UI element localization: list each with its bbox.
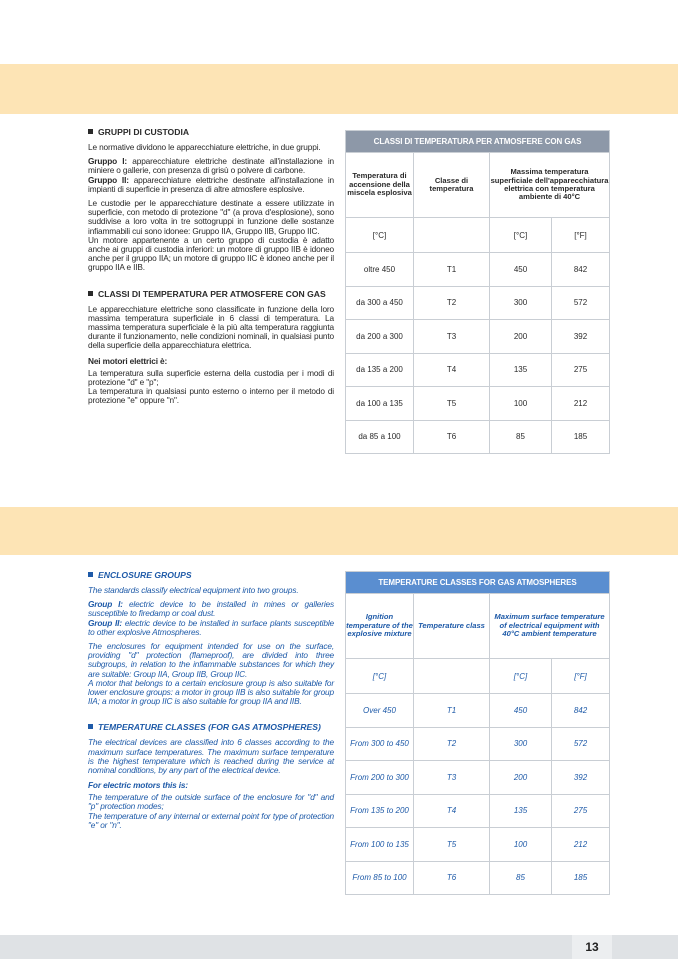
- motors-subheading: Nei motori elettrici è:: [88, 355, 168, 366]
- unit-cell: [°C]: [346, 659, 414, 694]
- unit-cell: [°C]: [490, 659, 552, 694]
- bullet-square-icon: [88, 724, 93, 729]
- table-row: From 135 to 200 T4 135 275: [346, 794, 610, 828]
- any-point-paragraph: La temperatura in qualsiasi punto esterno o interno per il metodo di protezione "e" oppure "n".: [88, 386, 334, 406]
- table-row: da 85 a 100 T6 85 185: [346, 420, 610, 454]
- bullet-square-icon: [88, 129, 93, 134]
- column-header-ignition: Temperatura di accensione della miscela esplosiva: [346, 153, 414, 218]
- unit-cell: [°C]: [490, 218, 552, 253]
- header-band-middle: [0, 507, 678, 555]
- table-row: From 85 to 100 T6 85 185: [346, 861, 610, 895]
- group1-paragraph: Gruppo I: apparecchiature elettriche destinate all'installazione in miniere o gallerie, con presenza di grisù o polvere di carbone.: [88, 156, 335, 176]
- table-row: da 300 a 450 T2 300 572: [346, 286, 610, 320]
- table-row: da 100 a 135 T5 100 212: [346, 387, 610, 421]
- intro-paragraph: The standards classify electrical equipment into two groups.: [88, 585, 299, 595]
- table-title: TEMPERATURE CLASSES FOR GAS ATMOSPHERES: [346, 572, 610, 594]
- table-row: From 300 to 450 T2 300 572: [346, 727, 610, 761]
- table-title: CLASSI DI TEMPERATURA PER ATMOSFERE CON GAS: [346, 131, 610, 153]
- bullet-square-icon: [88, 572, 93, 577]
- section-heading-temperature-classes: TEMPERATURE CLASSES (FOR GAS ATMOSPHERES): [88, 722, 334, 732]
- outer-surface-paragraph: La temperatura sulla superficie esterna della custodia per i modi di protezione "d" e "p";: [88, 367, 334, 387]
- english-text-column: [88, 570, 334, 835]
- column-header-class: Classe di temperatura: [414, 153, 490, 218]
- group2-paragraph: Gruppo II: apparecchiature elettriche destinate all'installazione in impianti di superficie in presenza di altre atmosfere esplosive.: [88, 174, 335, 194]
- any-point-paragraph: The temperature of any internal or external point for type of protection "e" or "n".: [88, 810, 334, 830]
- bullet-square-icon: [88, 291, 93, 296]
- header-band-top: [0, 64, 678, 114]
- column-header-ignition: Ignition temperature of the explosive mixture: [346, 594, 414, 659]
- group1-paragraph: Group I: electric device to be installed in mines or galleries susceptible to firedamp or coal dust.: [88, 599, 334, 619]
- column-header-class: Temperature class: [414, 594, 490, 659]
- column-header-max-surface: Massima temperatura superficiale dell'apparecchiatura elettrica con temperatura ambiente di 40°C: [490, 153, 610, 218]
- temperature-classes-table-english: [345, 571, 610, 895]
- motor-group-paragraph: Un motore appartenente a un certo gruppo di custodia è adatto anche ai gruppi di custodia inferiori: un motore di gruppo IIB è idoneo anche per il gruppo IIA; un motore di gruppo IIC è idoneo anche per il gruppo IIA e IIB.: [88, 234, 334, 273]
- motor-group-paragraph: A motor that belongs to a certain enclosure group is also suitable for lower enclosure groups: a motor in group IIB is also suitable for group IIA; a motor in group IIC is also suitable for group IIA and IIB.: [88, 677, 334, 707]
- column-header-max-surface: Maximum surface temperature of electrical equipment with 40°C ambient temperature: [490, 594, 610, 659]
- classification-paragraph: The electrical devices are classified into 6 classes according to the maximum surface temperatures. The maximum surface temperature is the highest temperature which is reached during the service at nominal conditions, by any part of the electrical device.: [88, 737, 334, 776]
- intro-paragraph: Le normative dividono le apparecchiature elettriche, in due gruppi.: [88, 142, 321, 152]
- table-row: da 200 a 300 T3 200 392: [346, 320, 610, 354]
- classification-paragraph: Le apparecchiature elettriche sono classificate in funzione della loro massima temperatura superficiale in 6 classi di temperatura. La massima temperatura superficiale è la più alta temperatura raggiunta durante il funzionamento, nelle condizioni nominali, in qualsiasi punto della superficie della apparecchiatura elettrica.: [88, 303, 334, 351]
- outer-surface-paragraph: The temperature of the outside surface of the enclosure for "d" and "p" protection modes;: [88, 792, 334, 812]
- enclosure-subgroups-paragraph: The enclosures for equipment intended for use on the surface, providing "d" protection (flameproof), are divided into three subgroups, in relation to the inflammable substances for which they are suitable: Group IIA, Group IIB, Group IIC.: [88, 641, 334, 679]
- section-heading-classi: CLASSI DI TEMPERATURA PER ATMOSFERE CON GAS: [88, 289, 334, 299]
- table-row: da 135 a 200 T4 135 275: [346, 353, 610, 387]
- group2-paragraph: Group II: electric device to be installed in surface plants susceptible to other explosive Atmospheres.: [88, 617, 334, 637]
- motors-subheading: For electric motors this is:: [88, 780, 188, 791]
- italian-text-column: [88, 127, 334, 410]
- unit-cell: [°F]: [552, 218, 610, 253]
- section-heading-gruppi: GRUPPI DI CUSTODIA: [88, 127, 334, 137]
- temperature-classes-table-italian: [345, 130, 610, 454]
- unit-cell-empty: [414, 218, 490, 253]
- enclosure-subgroups-paragraph: Le custodie per le apparecchiature destinate a essere utilizzate in superficie, con metodo di protezione "d" (a prova d'esplosione), sono suddivise a loro volta in tre sottogruppi in funzione delle sostanze infiammabili cui sono idonee: Gruppo IIA, Gruppo IIB, Gruppo IIC.: [88, 198, 334, 236]
- table-row: From 100 to 135 T5 100 212: [346, 828, 610, 862]
- table-row: Over 450 T1 450 842: [346, 694, 610, 728]
- unit-cell: [°F]: [552, 659, 610, 694]
- unit-cell: [°C]: [346, 218, 414, 253]
- section-heading-enclosure-groups: ENCLOSURE GROUPS: [88, 570, 334, 580]
- page-number: 13: [572, 935, 612, 959]
- table-row: oltre 450 T1 450 842: [346, 253, 610, 287]
- table-row: From 200 to 300 T3 200 392: [346, 761, 610, 795]
- unit-cell-empty: [414, 659, 490, 694]
